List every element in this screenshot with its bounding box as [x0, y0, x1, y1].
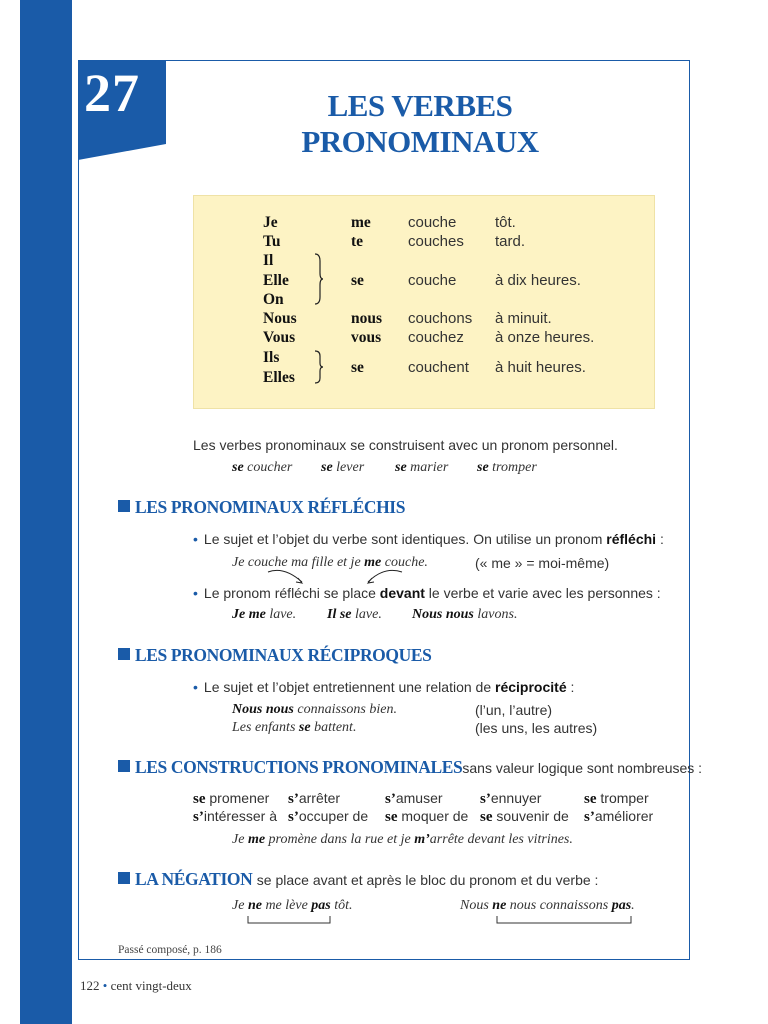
constructions-example: Je me promène dans la rue et je m’arrête devant les vitrines.	[232, 832, 573, 847]
reflechis-bullet-2: • Le pronom réfléchi se place devant le verbe et varie avec les personnes :	[193, 585, 661, 601]
conj-pronoun: Vous	[263, 329, 296, 346]
conj-verb: couche	[408, 214, 457, 231]
conj-complement: à onze heures.	[495, 329, 595, 346]
conj-verb: couchent	[408, 359, 469, 376]
chapter-number: 27	[84, 63, 140, 123]
intro-example: se marier	[395, 460, 449, 475]
page-number: 122	[80, 978, 100, 993]
reciproques-gloss-2: (les uns, les autres)	[475, 720, 598, 736]
page-folio	[80, 978, 192, 994]
section-negation-heading: LA NÉGATION se place avant et après le bloc du pronom et du verbe :	[118, 869, 598, 890]
conj-reflexive: te	[351, 233, 364, 250]
conj-reflexive: se	[351, 272, 364, 289]
conj-reflexive: nous	[351, 310, 383, 327]
conj-complement: tôt.	[495, 214, 516, 231]
reflechis-example: Je me lave.	[232, 607, 297, 622]
conj-complement: tard.	[495, 233, 526, 250]
brace-icon	[314, 253, 324, 305]
bullet-dot-icon: •	[193, 585, 198, 601]
conj-complement: à huit heures.	[495, 359, 586, 376]
negation-bracket-icon	[246, 915, 336, 927]
bullet-dot-icon: •	[193, 531, 198, 547]
conj-reflexive: me	[351, 214, 371, 231]
negation-example-1: Je ne me lève pas tôt.	[232, 898, 353, 913]
conj-pronoun: Elles	[263, 369, 295, 386]
folio-dot-icon: •	[102, 978, 108, 993]
conj-complement: à minuit.	[495, 310, 552, 327]
page-title	[230, 88, 610, 160]
intro-example: se tromper	[477, 460, 537, 475]
reciproques-example-2: Les enfants se battent.	[232, 720, 357, 735]
reflechis-bullet-1: • Le sujet et l’objet du verbe sont identiques. On utilise un pronom réfléchi :	[193, 531, 664, 547]
conj-verb: couches	[408, 233, 464, 250]
footnote: Passé composé, p. 186	[118, 944, 222, 956]
bullet-dot-icon: •	[193, 679, 198, 695]
square-bullet-icon	[118, 500, 130, 512]
square-bullet-icon	[118, 872, 130, 884]
intro-example: se coucher	[232, 460, 293, 475]
conj-reflexive: vous	[351, 329, 382, 346]
intro-example: se lever	[321, 460, 365, 475]
conj-verb: couchez	[408, 329, 464, 346]
verb-item: se tromper	[584, 790, 649, 807]
conj-pronoun: Tu	[263, 233, 281, 250]
conj-reflexive: se	[351, 359, 364, 376]
negation-bracket-icon	[495, 915, 635, 927]
blue-spine-band	[20, 0, 72, 1024]
verb-item: se promener	[193, 790, 270, 807]
verb-item: s’améliorer	[584, 808, 654, 825]
intro-text: Les verbes pronominaux se construisent avec un pronom personnel.	[193, 437, 618, 453]
reflechis-example-1: Je couche ma fille et je me couche.	[232, 555, 428, 570]
conj-pronoun: Je	[263, 214, 278, 231]
conj-pronoun: Il	[263, 252, 274, 269]
page-number-words: cent vingt-deux	[110, 978, 192, 993]
section-constructions-heading: LES CONSTRUCTIONS PRONOMINALESsans valeur logique sont nombreuses :	[118, 757, 702, 778]
conj-pronoun: Nous	[263, 310, 297, 327]
conj-pronoun: Elle	[263, 272, 289, 289]
conj-verb: couche	[408, 272, 457, 289]
square-bullet-icon	[118, 648, 130, 660]
section-reciproques-heading: LES PRONOMINAUX RÉCIPROQUES	[118, 645, 431, 666]
conj-pronoun: Ils	[263, 349, 280, 366]
title-line-1: LES VERBES	[327, 88, 513, 123]
reflechis-example: Il se lave.	[327, 607, 382, 622]
square-bullet-icon	[118, 760, 130, 772]
reciproques-bullet: • Le sujet et l’objet entretiennent une relation de réciprocité :	[193, 679, 575, 695]
reciproques-example-1: Nous nous connaissons bien.	[232, 702, 397, 717]
verb-item: se souvenir de	[480, 808, 569, 825]
conj-pronoun: On	[263, 291, 284, 308]
section-reflechis-heading: LES PRONOMINAUX RÉFLÉCHIS	[118, 497, 405, 518]
verb-item: s’intéresser à	[193, 808, 277, 825]
verb-item: s’arrêter	[288, 790, 341, 807]
reciproques-gloss-1: (l’un, l’autre)	[475, 702, 553, 718]
conj-verb: couchons	[408, 310, 473, 327]
negation-example-2: Nous ne nous connaissons pas.	[460, 898, 635, 913]
reflechis-gloss: (« me » = moi-même)	[475, 555, 610, 571]
title-line-2: PRONOMINAUX	[301, 124, 539, 159]
verb-item: s’ennuyer	[480, 790, 542, 807]
reflechis-example: Nous nous lavons.	[412, 607, 518, 622]
verb-item: s’occuper de	[288, 808, 369, 825]
verb-item: s’amuser	[385, 790, 443, 807]
verb-item: se moquer de	[385, 808, 469, 825]
brace-icon	[314, 350, 324, 384]
conj-complement: à dix heures.	[495, 272, 581, 289]
